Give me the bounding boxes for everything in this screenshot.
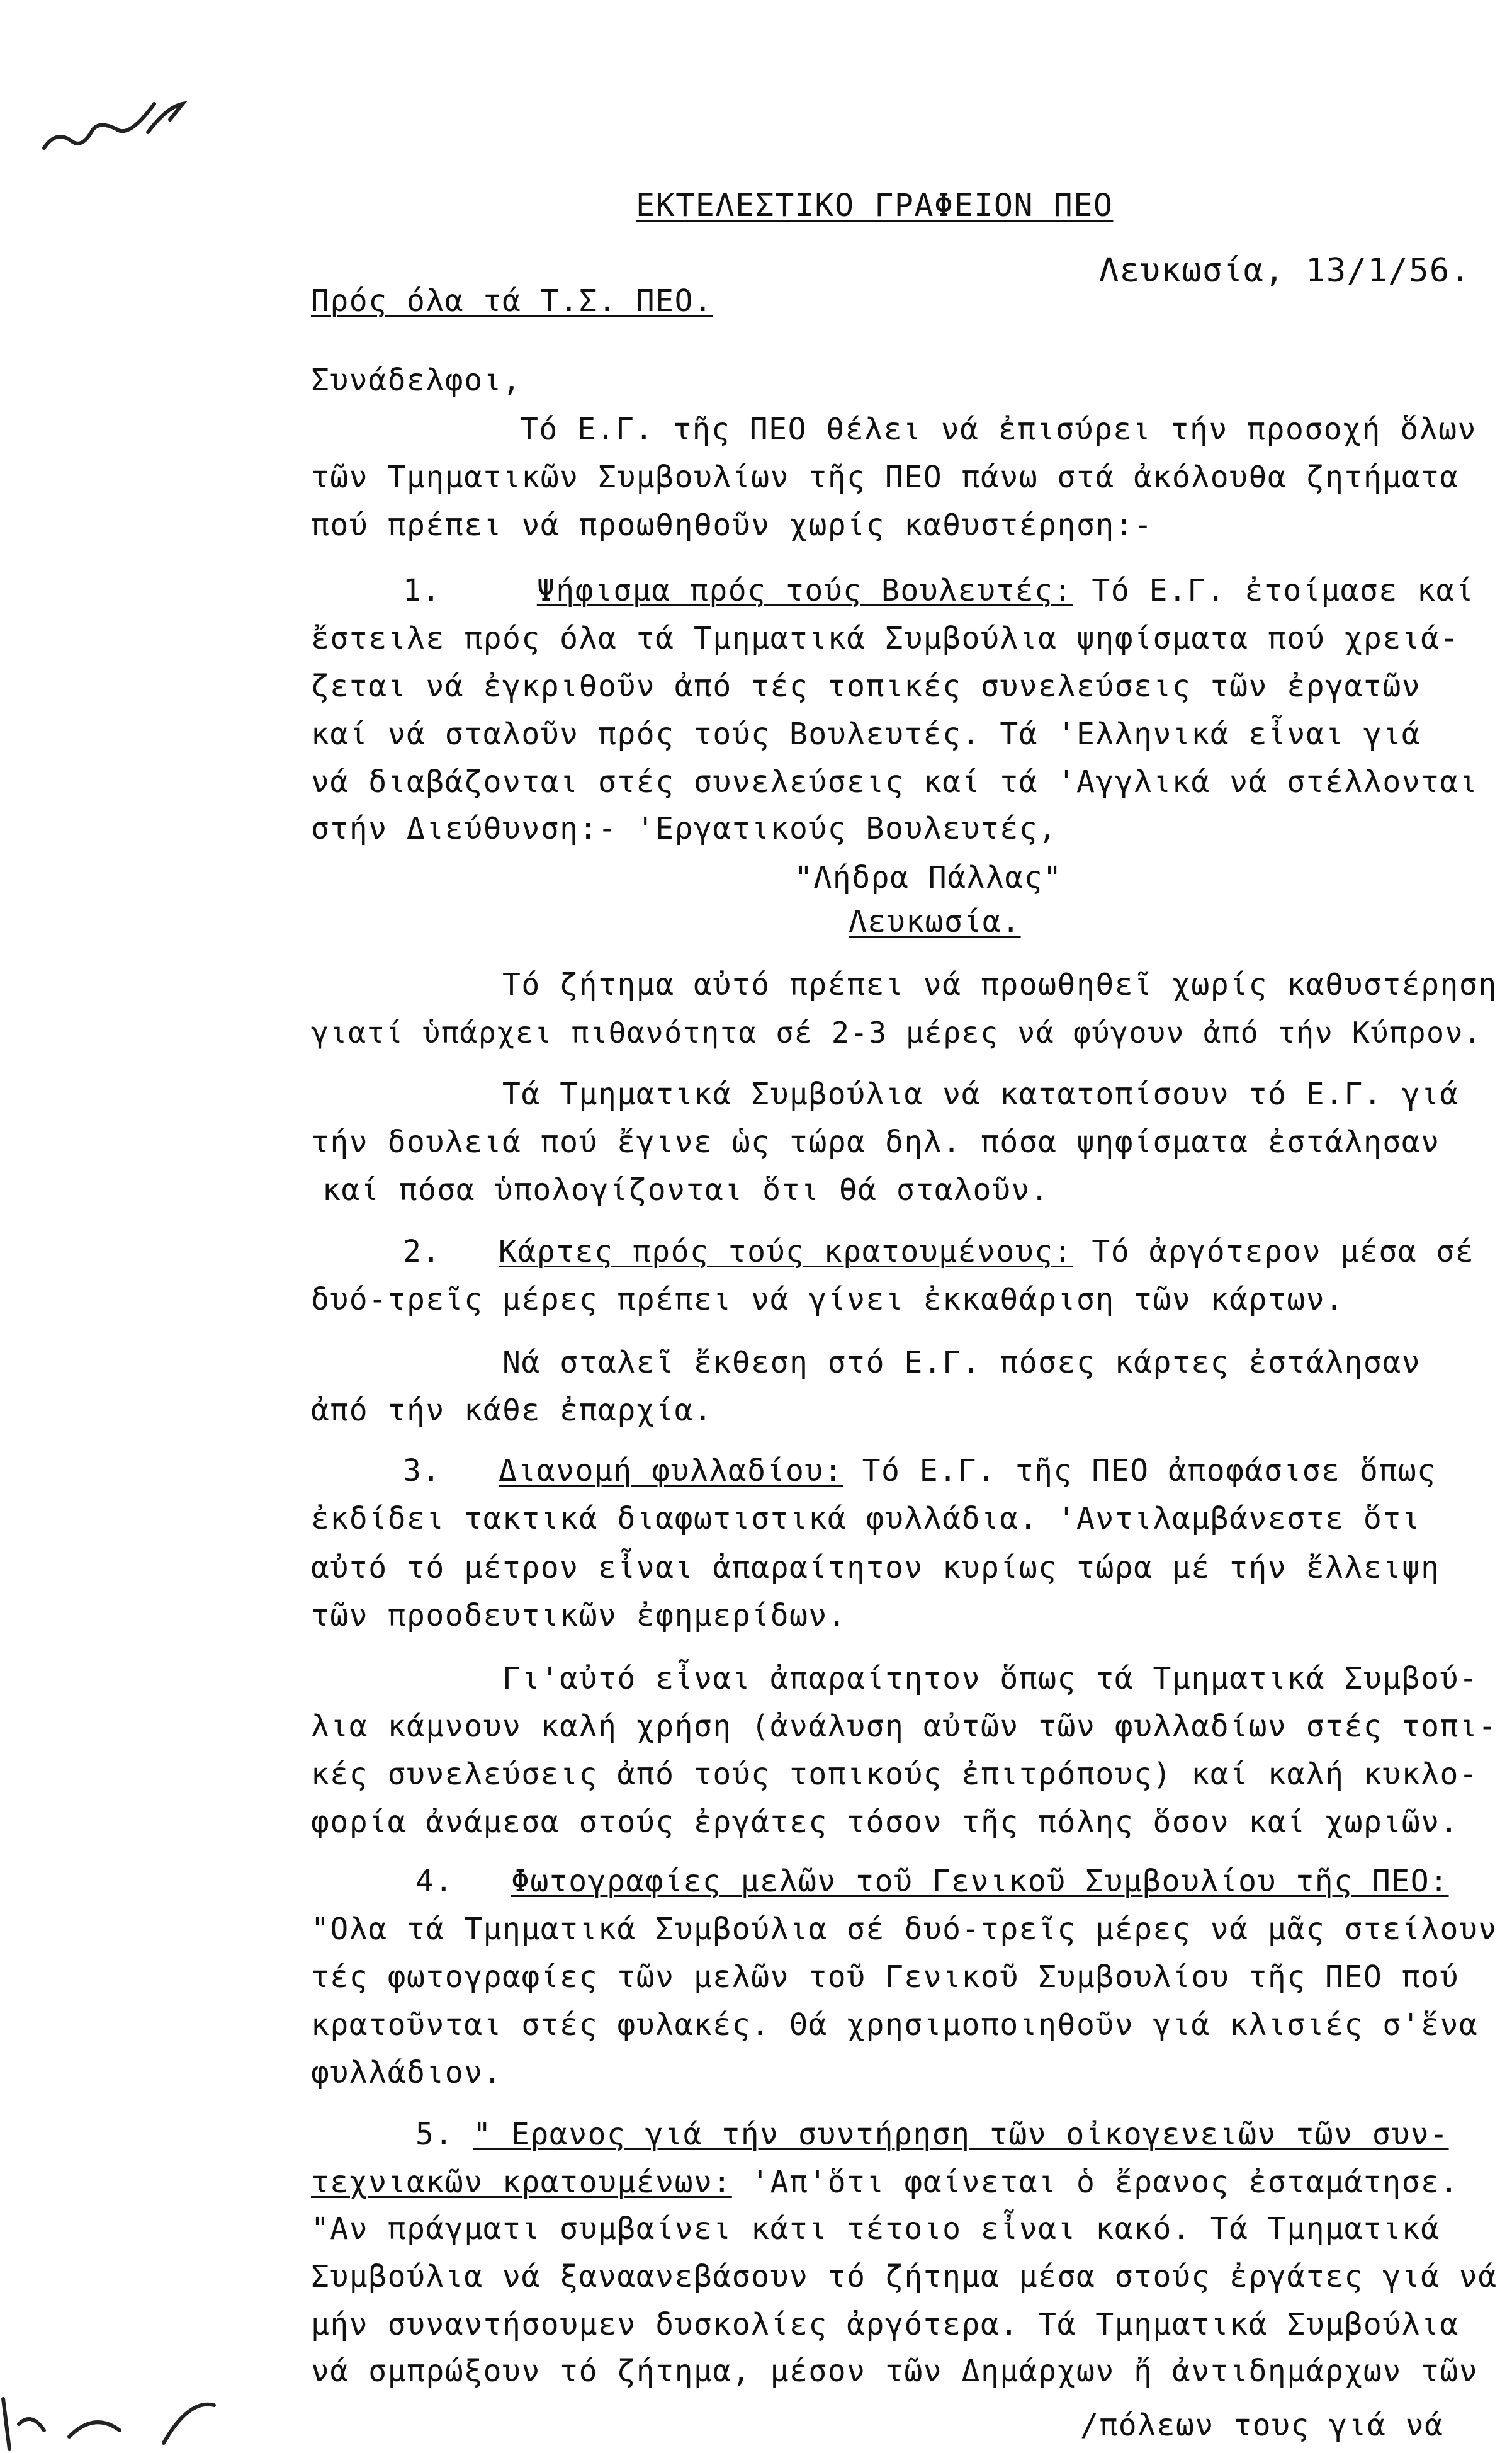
address-city: Λευκωσία. (849, 904, 1021, 939)
item1-line-1: ἔστειλε πρός όλα τά Τμηματικά Συμβούλια ψηφίσματα πού χρειά- (311, 621, 1459, 656)
item4-line-2: τές φωτογραφίες τῶν μελῶν τοῦ Γενικοῦ Συμβουλίου τῆς ΠΕΟ πού (311, 1959, 1459, 1995)
item3-para2-line-2: λια κάμνουν καλή χρήση (ἀνάλυση αὐτῶν τῶν φυλλαδίων στές τοπι- (311, 1709, 1498, 1744)
item3-heading-rest: Τό Ε.Γ. τῆς ΠΕΟ ἀποφάσισε ὅπως (843, 1453, 1436, 1488)
item5-line-3: μήν συναντήσουμεν δυσκολίες ἀργότερα. Τά Τμηματικά Συμβούλια (311, 2307, 1459, 2342)
item2-heading-rest: Τό ἀργότερον μέσα σέ (1072, 1234, 1475, 1269)
item1-heading: Ψήφισμα πρός τούς Βουλευτές: (536, 573, 1073, 608)
item5-heading-rest: 'Απ'ὅτι φαίνεται ὁ ἔρανος ἐσταμάτησε. (731, 2165, 1459, 2200)
address-building: "Λήδρα Πάλλας" (794, 860, 1063, 895)
item1-line-3: καί νά σταλοῦν πρός τούς Βουλευτές. Τά 'Ελληνικά εἶναι γιά (311, 717, 1421, 752)
item1-heading-rest: Τό Ε.Γ. ἐτοίμασε καί (1072, 573, 1475, 608)
item5-line-1: "Αν πράγματι συμβαίνει κάτι τέτοιο εἶναι κακό. Τά Τμηματικά (311, 2211, 1440, 2246)
item2-para2-line-1: Νά σταλεῖ ἔκθεση στό Ε.Γ. πόσες κάρτες ἐστάλησαν (502, 1345, 1421, 1380)
item3-number: 3. (403, 1453, 441, 1488)
item1-para3-line-2: τήν δουλειά πού ἔγινε ὡς τώρα δηλ. πόσα ψηφίσματα ἐστάλησαν (311, 1125, 1440, 1160)
item1-number: 1. (403, 573, 441, 608)
handwritten-mark (38, 82, 201, 183)
item4-heading: Φωτογραφίες μελῶν τοῦ Γενικοῦ Συμβουλίου τῆς ΠΕΟ: (511, 1864, 1449, 1899)
item4-first-line (415, 1862, 1449, 1900)
item2-para2-line-2: ἀπό τήν κάθε ἐπαρχία. (311, 1393, 713, 1428)
item5-line-2: Συμβούλια νά ξαναανεβάσουν τό ζήτημα μέσα στούς ἐργάτες γιά νά (311, 2259, 1498, 2294)
item1-line-2: ζεται νά ἐγκριθοῦν ἀπό τές τοπικές συνελεύσεις τῶν ἐργατῶν (311, 669, 1421, 704)
item5-line-4: νά σμπρώξουν τό ζήτημα, μέσον τῶν Δημάρχων ἤ ἀντιδημάρχων τῶν (311, 2354, 1479, 2389)
item2-line-1: δυό-τρεῖς μέρες πρέπει νά γίνει ἐκκαθάριση τῶν κάρτων. (311, 1282, 1345, 1317)
item3-line-3: τῶν προοδευτικῶν ἐφημερίδων. (311, 1598, 847, 1633)
item5-second-line (311, 2163, 1459, 2201)
item3-heading: Διανομή φυλλαδίου: (499, 1453, 843, 1488)
item3-para2-line-1: Γι'αὐτό εἶναι ἀπαραίτητον ὅπως τά Τμηματικά Συμβού- (502, 1661, 1479, 1696)
intro-line-3: πού πρέπει νά προωθηθοῦν χωρίς καθυστέρηση:- (311, 507, 1153, 543)
item1-para2-line-2: γιατί ὑπάρχει πιθανότητα σέ 2-3 μέρες νά φύγουν ἀπό τήν Κύπρον. (311, 1016, 1482, 1050)
item4-line-1: "Ολα τά Τμηματικά Συμβούλια σέ δυό-τρεῖς μέρες νά μᾶς στείλουν (311, 1912, 1498, 1947)
item4-line-3: κρατοῦνται στές φυλακές. Θά χρησιμοποιηθοῦν γιά κλισιές σ'ἕνα (311, 2007, 1479, 2042)
item4-number: 4. (415, 1864, 454, 1899)
item5-number: 5. (415, 2117, 454, 2152)
intro-line-2: τῶν Τμηματικῶν Συμβουλίων τῆς ΠΕΟ πάνω στά ἀκόλουθα ζητήματα (311, 460, 1459, 495)
item2-first-line (403, 1233, 1474, 1271)
item3-first-line (403, 1452, 1436, 1490)
intro-line-1: Τό Ε.Γ. τῆς ΠΕΟ θέλει νά ἐπισύρει τήν προσοχή ὅλων (520, 412, 1477, 447)
item3-para2-line-4: φορία ἀνάμεσα στούς ἐργάτες τόσον τῆς πόλης ὅσον καί χωριῶν. (311, 1804, 1459, 1840)
item3-line-1: ἐκδίδει τακτικά διαφωτιστικά φυλλάδια. 'Αντιλαμβάνεστε ὅτι (311, 1501, 1421, 1536)
continuation-line: /πόλεων τους γιά νά (1080, 2408, 1444, 2443)
handwritten-mark-bottom (0, 2386, 327, 2453)
item1-para3-line-3: καί πόσα ὑπολογίζονται ὅτι θά σταλοῦν. (322, 1172, 1050, 1208)
item1-line-4: νά διαβάζονται στές συνελεύσεις καί τά 'Αγγλικά νά στέλλονται (311, 764, 1479, 800)
date-line: Λευκωσία, 13/1/56. (1099, 252, 1471, 290)
item5-heading-a: " Ερανος γιά τήν συντήρηση τῶν οἰκογενειῶν τῶν συν- (473, 2117, 1449, 2152)
item3-para2-line-3: κές συνελεύσεις ἀπό τούς τοπικούς ἐπιτρόπους) καί καλή κυκλο- (311, 1757, 1479, 1792)
item2-heading: Κάρτες πρός τούς κρατουμένους: (499, 1234, 1073, 1269)
item1-first-line (403, 572, 1474, 609)
item2-number: 2. (403, 1234, 441, 1269)
item5-first-line (415, 2116, 1449, 2153)
item1-para2-line-1: Τό ζήτημα αὐτό πρέπει νά προωθηθεῖ χωρίς καθυστέρηση (502, 967, 1498, 1002)
item4-line-4: φυλλάδιον. (311, 2055, 502, 2090)
item1-para3-line-1: Τά Τμηματικά Συμβούλια νά κατατοπίσουν τό Ε.Γ. γιά (502, 1077, 1459, 1112)
salutation: Συνάδελφοι, (311, 363, 522, 398)
item3-line-2: αὐτό τό μέτρον εἶναι ἀπαραίτητον κυρίως τώρα μέ τήν ἔλλειψη (311, 1550, 1440, 1585)
item1-line-5: στήν Διεύθυνση:- 'Εργατικούς Βουλευτές, (311, 811, 1058, 846)
letterhead-title: ΕΚΤΕΛΕΣΤΙΚΟ ΓΡΑΦΕΙΟΝ ΠΕΟ (636, 187, 1114, 224)
recipient-line: Πρός όλα τά Τ.Σ. ΠΕΟ. (311, 283, 713, 319)
item5-heading-b: τεχνιακῶν κρατουμένων: (311, 2165, 732, 2200)
